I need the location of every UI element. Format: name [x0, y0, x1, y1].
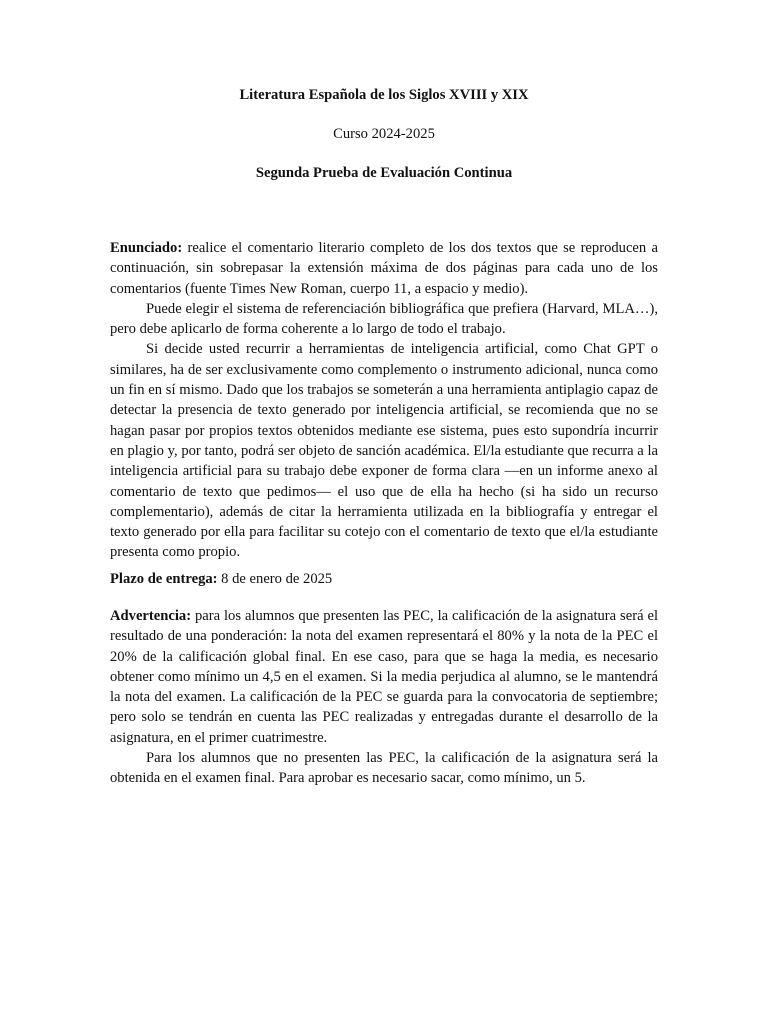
- plazo-value: 8 de enero de 2025: [217, 571, 333, 587]
- document-title: Literatura Española de los Siglos XVIII y XIX: [239, 87, 529, 103]
- advertencia-text-1: para los alumnos que presenten las PEC, la calificación de la asignatura será el resultado de una ponderación: la nota del examen representará el 80% y la nota de la PEC el 20% de la calificación global final. En ese caso, para que se haga la media, es necesario obtener como mínimo un 4,5 en el examen. Si la media perjudica al alumno, se le mantendrá la nota del examen. La calificación de la PEC se guarda para la convocatoria de septiembre; pero solo se tendrán en cuenta las PEC realizadas y entregadas durante el desarrollo de la asignatura, en el primer cuatrimestre.: [110, 608, 658, 746]
- enunciado-text-1: realice el comentario literario completo de los dos textos que se reproducen a continuación, sin sobrepasar la extensión máxima de dos páginas para cada uno de los comentarios (fuente Times New Roman, cuerpo 11, a espacio y medio).: [110, 240, 658, 297]
- advertencia-paragraph-1: [110, 606, 658, 748]
- enunciado-paragraph-3: Si decide usted recurrir a herramientas de inteligencia artificial, como Chat GPT o similares, ha de ser exclusivamente como complemento o instrumento adicional, nunca como un fin en sí mismo. Dado que los trabajos se someterán a una herramienta antiplagio capaz de detectar la presencia de texto generado por inteligencia artificial, se recomienda que no se hagan pasar por propios textos obtenidos mediante ese sistema, pues esto supondría incurrir en plagio y, por tanto, podrá ser objeto de sanción académica. El/la estudiante que recurra a la inteligencia artificial para su trabajo debe exponer de forma clara —en un informe anexo al comentario de texto que pedimos— el uso que de ella ha hecho (si ha sido un recurso complementario), además de citar la herramienta utilizada en la bibliografía y entregar el texto generado por ella para facilitar su cotejo con el comentario de texto que el/la estudiante presenta como propio.: [110, 341, 658, 561]
- advertencia-section: [110, 606, 658, 789]
- advertencia-paragraph-2: Para los alumnos que no presenten las PEC, la calificación de la asignatura será la obtenida en el examen final. Para aprobar es necesario sacar, como mínimo, un 5.: [110, 750, 658, 787]
- enunciado-paragraph-2: Puede elegir el sistema de referenciación bibliográfica que prefiera (Harvard, MLA…), pero debe aplicarlo de forma coherente a lo largo de todo el trabajo.: [110, 300, 658, 338]
- plazo-label: Plazo de entrega:: [110, 571, 218, 587]
- plazo-paragraph: [110, 569, 658, 589]
- plazo-section: [110, 569, 658, 589]
- course-year: Curso 2024-2025: [333, 126, 435, 142]
- enunciado-section: [110, 238, 658, 563]
- enunciado-paragraph-1: [110, 238, 658, 299]
- document-subtitle: Segunda Prueba de Evaluación Continua: [255, 165, 513, 181]
- enunciado-label: Enunciado:: [110, 240, 183, 256]
- advertencia-label: Advertencia:: [110, 608, 192, 624]
